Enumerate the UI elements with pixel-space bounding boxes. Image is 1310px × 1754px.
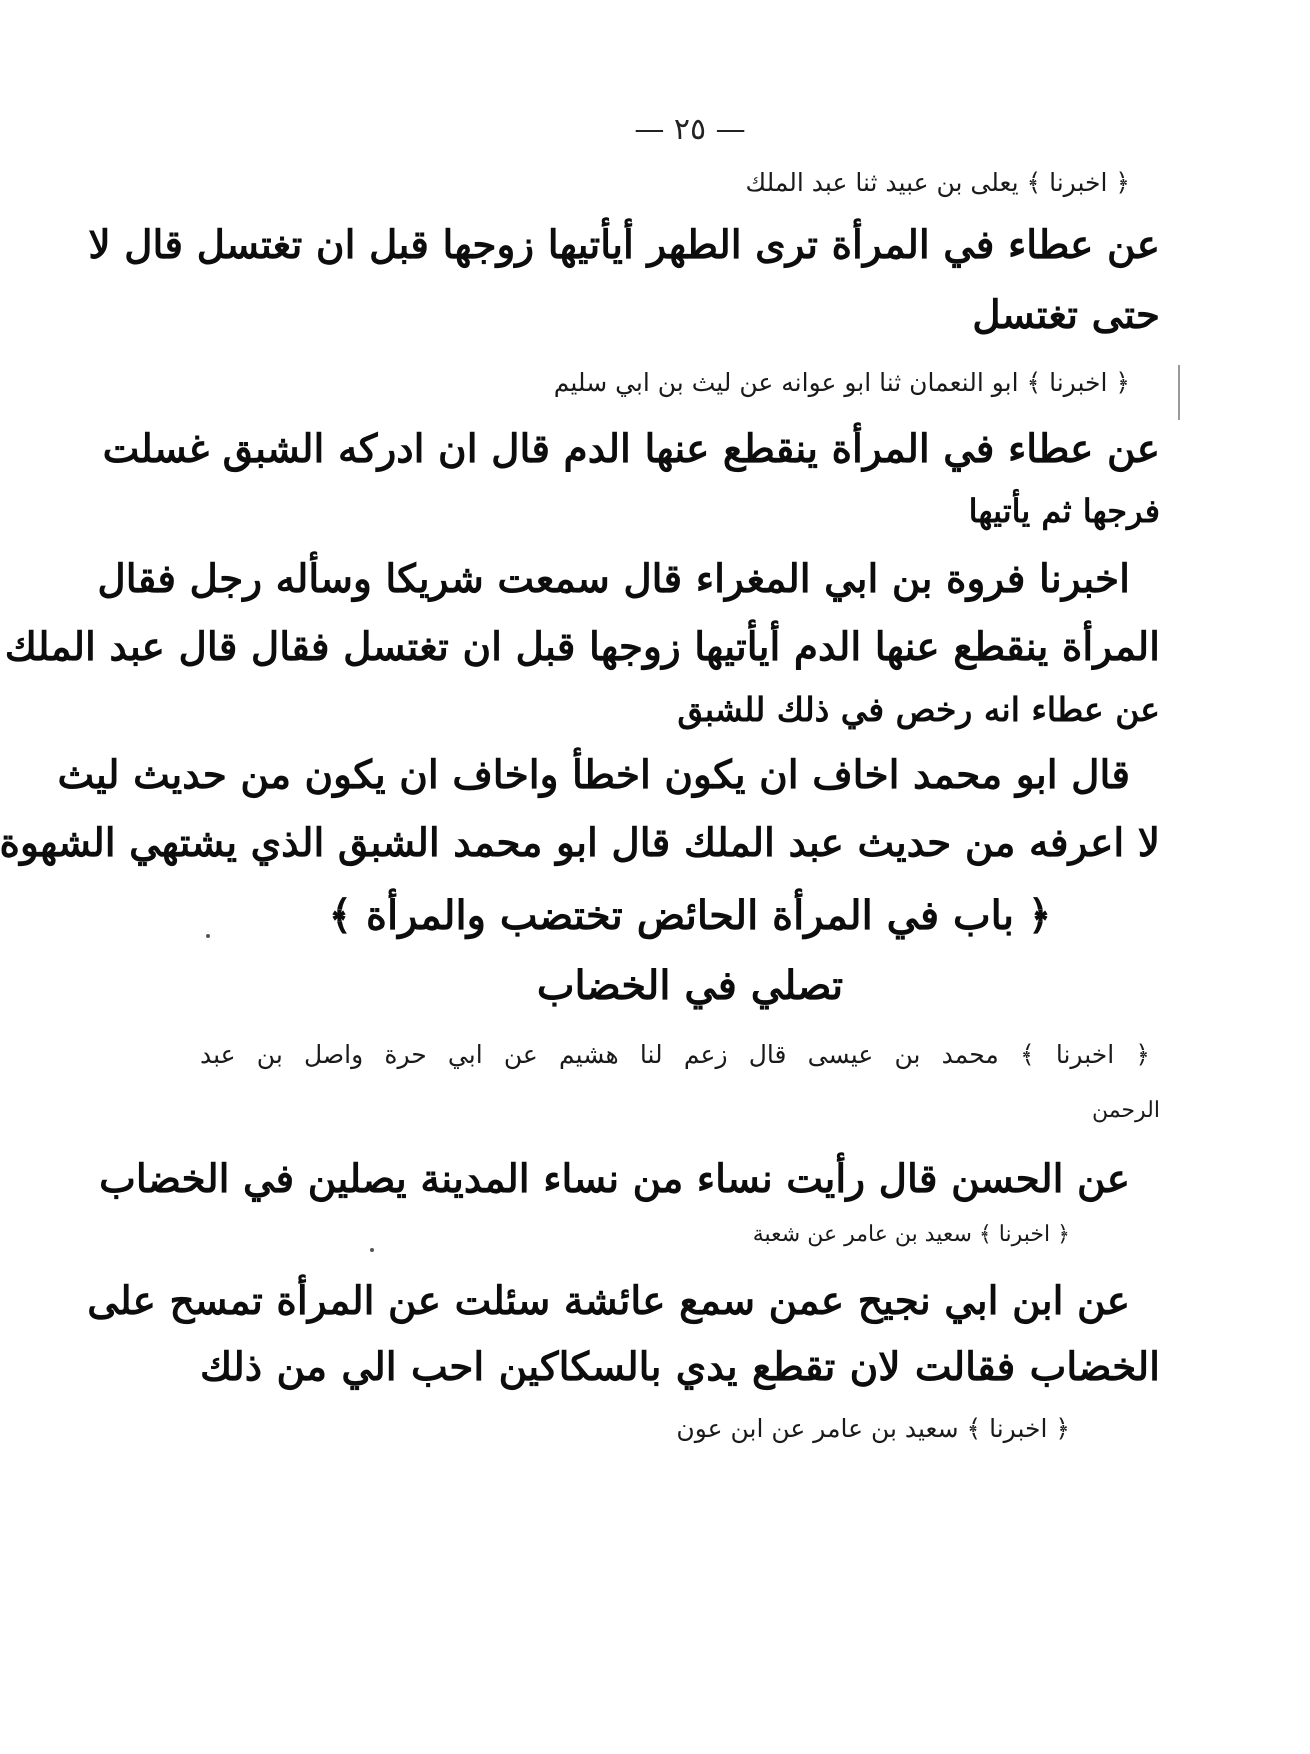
isnad-line: ﴿ اخبرنا ﴾ سعيد بن عامر عن شعبة: [752, 1222, 1070, 1247]
hadith-text-line: حتى تغتسل: [972, 292, 1160, 338]
hadith-text-line: الخضاب فقالت لان تقطع يدي بالسكاكين احب الي من ذلك: [200, 1344, 1160, 1390]
hadith-text-line: قال ابو محمد اخاف ان يكون اخطأ واخاف ان يكون من حديث ليث: [57, 752, 1130, 798]
isnad-line: الرحمن: [1091, 1098, 1160, 1123]
hadith-text-line: اخبرنا فروة بن ابي المغراء قال سمعت شريكا وسأله رجل فقال: [97, 556, 1130, 602]
hadith-text-line: عن عطاء انه رخص في ذلك للشبق: [677, 690, 1160, 729]
hadith-text-line: عن عطاء في المرأة ينقطع عنها الدم قال ان ادركه الشبق غسلت: [102, 426, 1160, 472]
hadith-text-line: عن ابن ابي نجيح عمن سمع عائشة سئلت عن المرأة تمسح على: [87, 1278, 1130, 1324]
scan-margin-mark: [1178, 365, 1180, 420]
hadith-text-line: عن عطاء في المرأة ترى الطهر أيأتيها زوجها قبل ان تغتسل قال لا: [88, 222, 1160, 268]
hadith-text-line: عن الحسن قال رأيت نساء من نساء المدينة يصلين في الخضاب: [99, 1156, 1130, 1202]
scan-speck: [206, 934, 210, 938]
isnad-line: ﴿ اخبرنا ﴾ محمد بن عيسى قال زعم لنا هشيم عن ابي حرة واصل بن عبد: [200, 1040, 1150, 1069]
hadith-text-line: لا اعرفه من حديث عبد الملك قال ابو محمد الشبق الذي يشتهي الشهوة: [0, 820, 1160, 866]
scan-speck: [370, 1248, 374, 1252]
hadith-text-line: المرأة ينقطع عنها الدم أيأتيها زوجها قبل ان تغتسل فقال قال عبد الملك: [4, 624, 1160, 670]
isnad-line: ﴿ اخبرنا ﴾ يعلى بن عبيد ثنا عبد الملك: [745, 168, 1130, 197]
isnad-line: ﴿ اخبرنا ﴾ سعيد بن عامر عن ابن عون: [676, 1414, 1070, 1443]
hadith-text-line: فرجها ثم يأتيها: [968, 492, 1160, 530]
isnad-line: ﴿ اخبرنا ﴾ ابو النعمان ثنا ابو عوانه عن ليث بن ابي سليم: [553, 368, 1130, 397]
page-number: — ٢٥ —: [634, 112, 746, 147]
chapter-heading: ﴿ باب في المرأة الحائض تختضب والمرأة ﴾: [328, 892, 1052, 939]
chapter-heading: تصلي في الخضاب: [536, 962, 844, 1009]
